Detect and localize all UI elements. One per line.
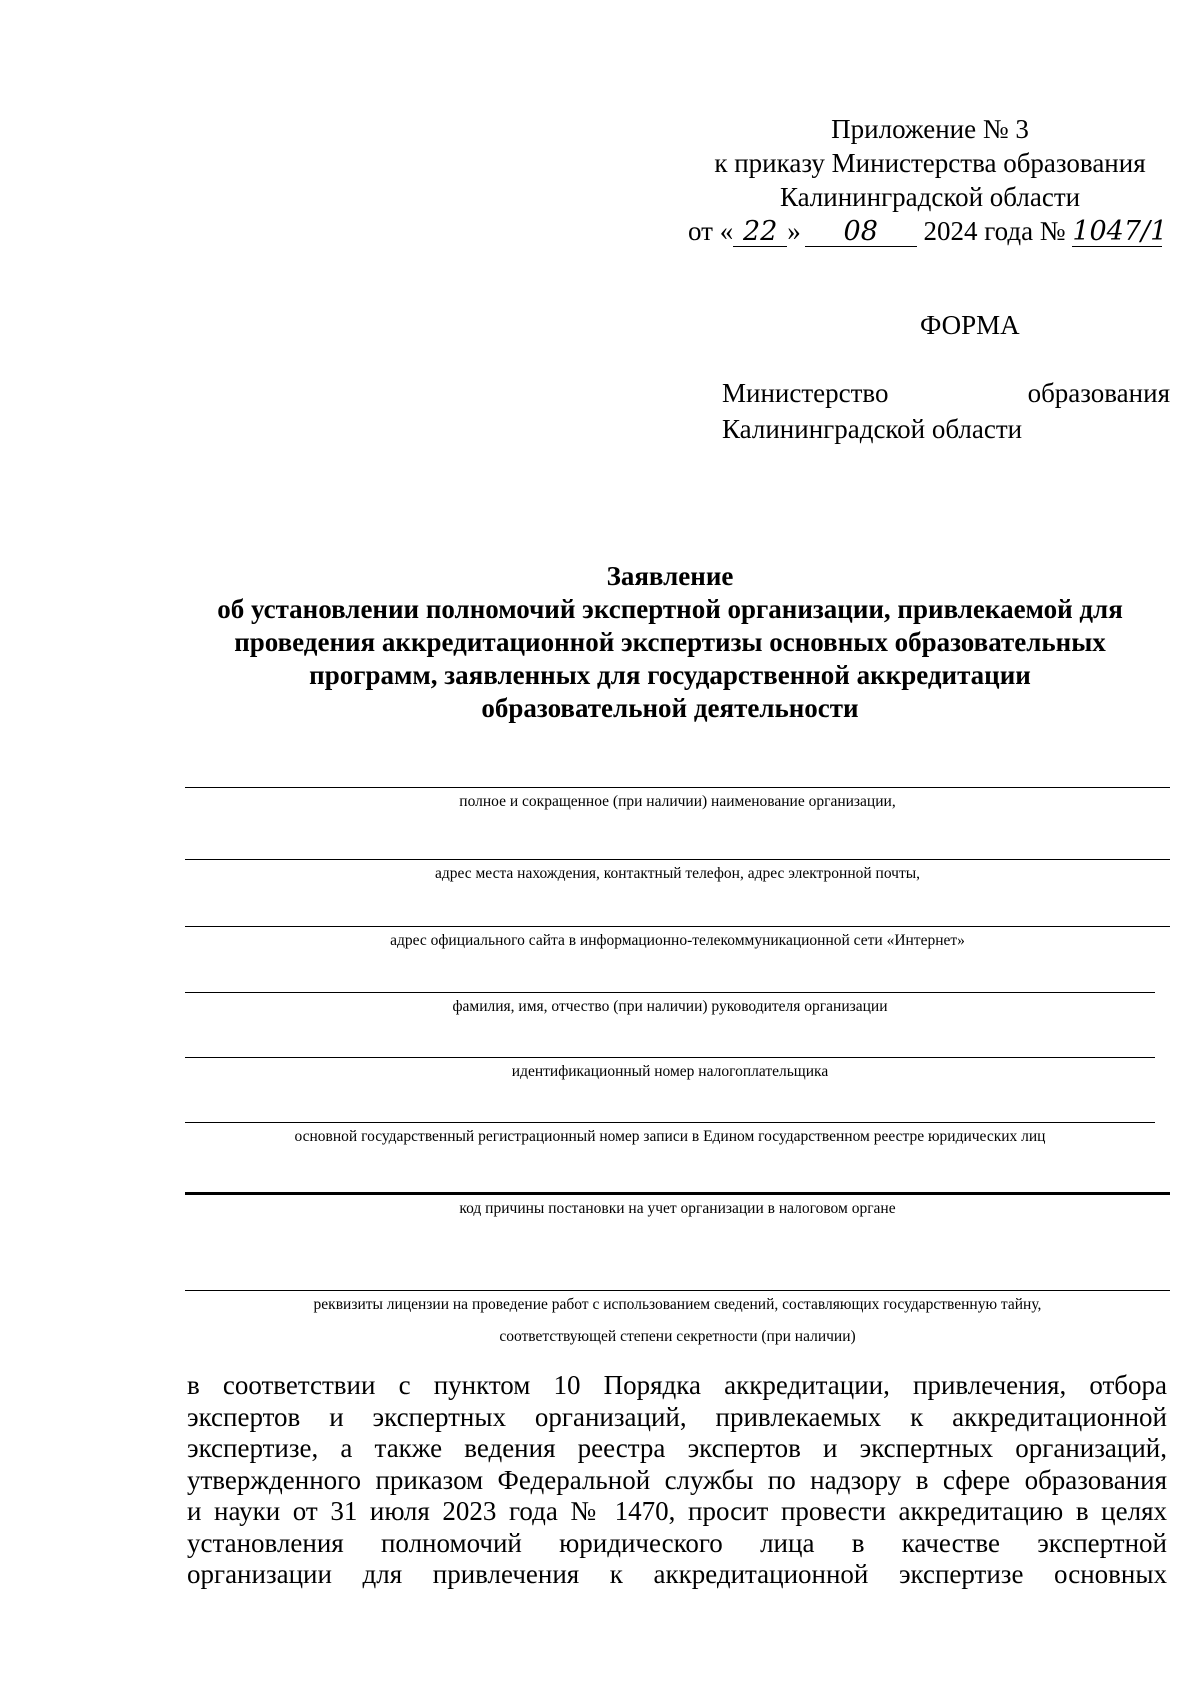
appendix-order-ref: к приказу Министерства образования — [714, 148, 1146, 178]
body-line-7: организации для привлечения к аккредитационной экспертизе основных — [187, 1559, 1167, 1589]
addressee-word2: образования — [1027, 378, 1170, 408]
blank-line — [185, 992, 1155, 993]
appendix-region: Калининградской области — [779, 182, 1081, 212]
blank-line — [185, 1192, 1170, 1195]
field-caption: адрес места нахождения, контактный телефон, адрес электронной почты, — [434, 865, 921, 882]
blank-line — [185, 859, 1170, 860]
handwritten-day: 22 — [733, 218, 787, 247]
addressee — [722, 375, 1170, 447]
field-kpp — [185, 1192, 1170, 1219]
body-line-2: экспертов и экспертных организаций, привлекаемых к аккредитационной — [187, 1401, 1167, 1432]
addressee-line1 — [722, 375, 1170, 411]
appendix-header — [690, 112, 1170, 248]
addressee-word1: Министерство — [722, 378, 889, 408]
body-line-1: в соответствии с пунктом 10 Порядка аккредитации, привлечения, отбора — [187, 1370, 1167, 1400]
title-line-3: проведения аккредитационной экспертизы основных образовательных — [234, 627, 1106, 657]
handwritten-month: 08 — [805, 218, 917, 247]
title-line-4: программ, заявленных для государственной аккредитации — [309, 660, 1031, 690]
appendix-number: Приложение № 3 — [831, 114, 1029, 144]
field-caption: фамилия, имя, отчество (при наличии) руководителя организации — [452, 998, 888, 1015]
document-title — [180, 560, 1160, 725]
blank-line — [185, 1057, 1155, 1058]
form-label: ФОРМА — [920, 310, 1020, 340]
date-prefix: от « — [688, 216, 734, 246]
order-date-line — [688, 214, 1170, 248]
field-ogrn — [185, 1122, 1155, 1147]
blank-line — [185, 787, 1170, 788]
field-license — [185, 1290, 1170, 1347]
date-year: 2024 года № — [916, 216, 1073, 246]
field-org-name — [185, 787, 1170, 812]
field-caption-line2: соответствующей степени секретности (при наличии) — [499, 1328, 856, 1345]
field-caption: код причины постановки на учет организации в налоговом органе — [459, 1200, 896, 1217]
title-line-1: Заявление — [606, 561, 734, 591]
field-caption: реквизиты лицензии на проведение работ с использованием сведений, составляющих государственную тайну, — [313, 1296, 1042, 1313]
body-line-4: утвержденного приказом Федеральной службы по надзору в сфере образования — [187, 1464, 1167, 1495]
blank-line — [185, 1290, 1170, 1291]
body-line-5: и науки от 31 июля 2023 года № 1470, просит провести аккредитацию в целях — [187, 1496, 1167, 1526]
field-caption: идентификационный номер налогоплательщика — [511, 1063, 829, 1080]
handwritten-order-number: 1047/1 — [1072, 216, 1168, 247]
field-caption: адрес официального сайта в информационно-телекоммуникационной сети «Интернет» — [390, 932, 965, 949]
title-line-5: образовательной деятельности — [481, 693, 859, 723]
field-inn — [185, 1057, 1155, 1082]
field-caption: основной государственный регистрационный номер записи в Едином государственном реестре юридических лиц — [294, 1128, 1046, 1145]
body-line-6: установления полномочий юридического лица в качестве экспертной — [187, 1527, 1167, 1558]
body-paragraph — [187, 1370, 1167, 1591]
addressee-line2: Калининградской области — [722, 414, 1023, 444]
field-caption: полное и сокращенное (при наличии) наименование организации, — [459, 793, 896, 810]
body-line-3: экспертизе, а также ведения реестра экспертов и экспертных организаций, — [187, 1433, 1167, 1463]
title-line-2: об установлении полномочий экспертной организации, привлекаемой для — [217, 594, 1123, 624]
date-mid: » — [787, 216, 801, 246]
field-address — [185, 859, 1170, 884]
blank-line — [185, 1122, 1155, 1123]
blank-line — [185, 926, 1170, 927]
field-director — [185, 992, 1155, 1017]
field-website — [185, 926, 1170, 951]
